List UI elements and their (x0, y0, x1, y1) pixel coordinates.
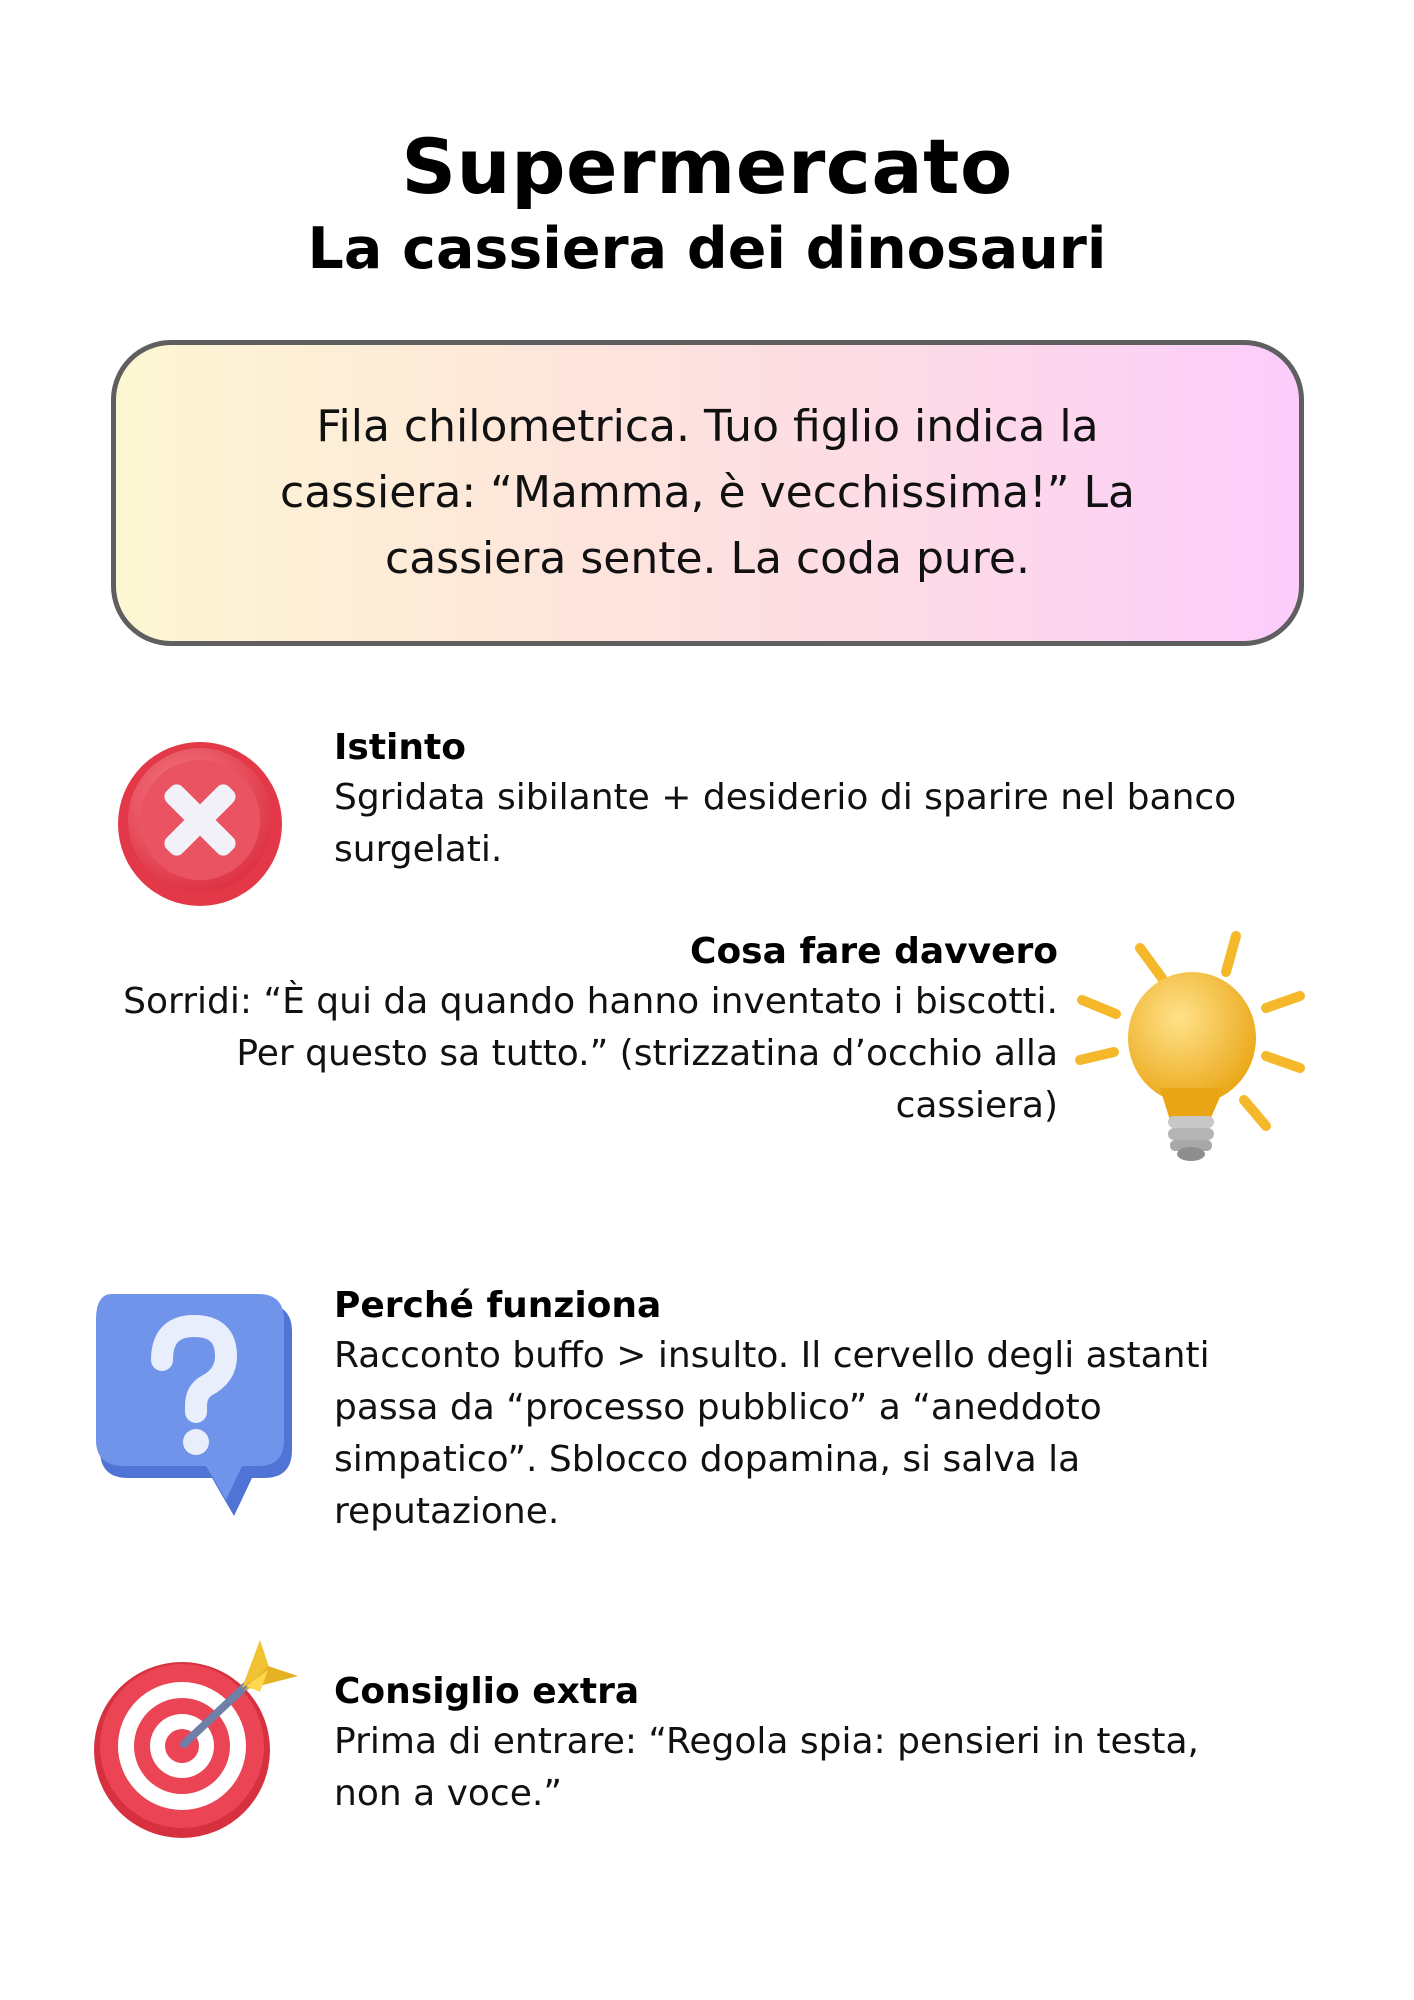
lightbulb-icon (1070, 928, 1310, 1172)
section-title: Perché funziona (334, 1285, 662, 1326)
section-body: Sorridi: “È qui da quando hanno inventato i biscotti. Per questo sa tutto.” (strizzatina d’occhio alla cassiera) (123, 981, 1058, 1126)
page-title: Supermercato (401, 122, 1013, 211)
section-title: Consiglio extra (334, 1671, 640, 1712)
section-consiglio-extra (334, 1668, 1214, 1820)
section-cosa-fare (120, 928, 1058, 1132)
red-x-icon (116, 740, 284, 912)
scenario-text: Fila chilometrica. Tuo figlio indica la cassiera: “Mamma, è vecchissima!” La cassiera sente. La coda pure. (280, 401, 1135, 584)
section-body: Racconto buffo > insulto. Il cervello degli astanti passa da “processo pubblico” a “aneddoto simpatico”. Sblocco dopamina, si salva la reputazione. (334, 1335, 1210, 1532)
section-body: Sgridata sibilante + desiderio di sparire nel banco surgelati. (334, 777, 1237, 870)
section-perche-funziona (334, 1282, 1214, 1538)
section-istinto (334, 724, 1294, 876)
question-bubble-icon (84, 1290, 300, 1524)
scenario-box (111, 340, 1304, 646)
target-dart-icon (92, 1630, 302, 1844)
section-body: Prima di entrare: “Regola spia: pensieri in testa, non a voce.” (334, 1721, 1200, 1814)
page-subtitle: La cassiera dei dinosauri (307, 216, 1107, 282)
section-title: Istinto (334, 727, 466, 768)
section-title: Cosa fare davvero (690, 931, 1058, 972)
